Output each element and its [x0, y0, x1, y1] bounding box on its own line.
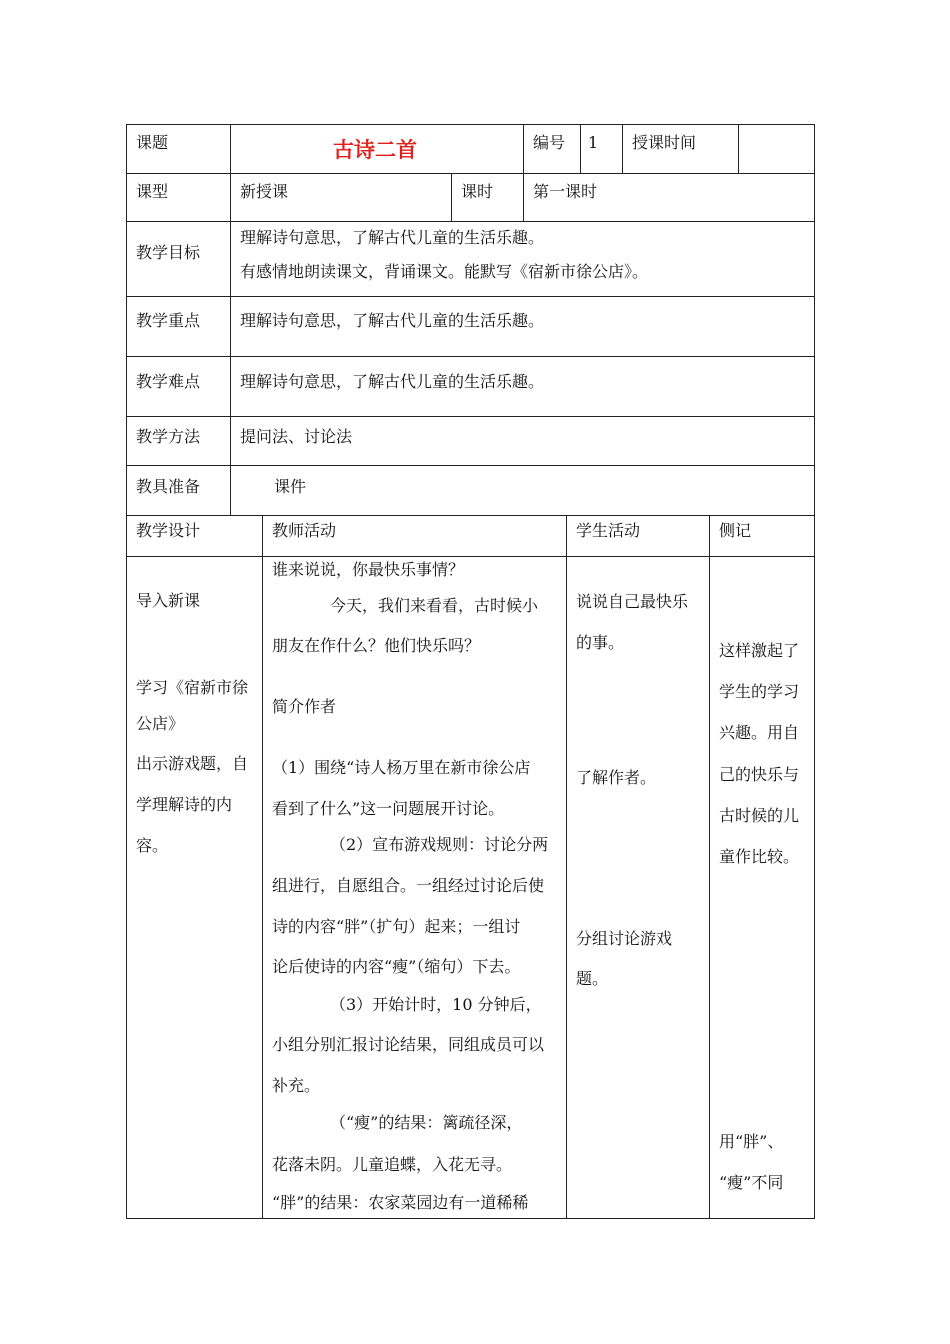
notes-header: 侧记 [719, 521, 752, 540]
goals-line: 理解诗句意思，了解古代儿童的生活乐趣。 [240, 228, 545, 247]
grid-line [451, 173, 452, 221]
grid-line [523, 124, 524, 221]
design-header: 教学设计 [136, 521, 201, 540]
grid-line [126, 515, 815, 516]
teacher-line: （“瘦”的结果：篱疏径深， [330, 1113, 523, 1132]
page-title: 古诗二首 [333, 137, 417, 162]
design-text: 学理解诗的内 [136, 795, 233, 814]
difficulty-label: 教学难点 [136, 372, 201, 391]
notes-line: 兴趣。用自 [719, 723, 800, 742]
grid-line [709, 515, 710, 1218]
number-label: 编号 [533, 133, 566, 152]
goals-line: 有感情地朗读课文，背诵课文。能默写《宿新市徐公店》。 [240, 262, 649, 281]
teacher-line: （1）围绕“诗人杨万里在新市徐公店 [272, 758, 531, 777]
lesson-type-value: 新授课 [240, 182, 289, 201]
notes-line: 这样激起了 [719, 641, 800, 660]
grid-line [580, 124, 581, 173]
teacher-line: 谁来说说，你最快乐事情？ [272, 560, 465, 579]
design-item: 容。 [136, 836, 169, 855]
teacher-header: 教师活动 [272, 521, 337, 540]
teacher-line: 朋友在作什么？他们快乐吗？ [272, 636, 481, 655]
number-value: 1 [588, 133, 599, 152]
lesson-type-label: 课型 [136, 182, 169, 201]
student-header: 学生活动 [576, 521, 641, 540]
notes-line: 童作比较。 [719, 847, 800, 866]
student-line: 的事。 [576, 633, 625, 652]
grid-line [566, 515, 567, 1218]
key-point-label: 教学重点 [136, 311, 201, 330]
grid-line [262, 515, 263, 1218]
teacher-line: 诗的内容“胖”（扩句）起来；一组讨 [272, 917, 521, 936]
teacher-line: 补充。 [272, 1076, 321, 1095]
materials-value: 课件 [274, 477, 307, 496]
grid-line [230, 124, 231, 515]
grid-line [622, 124, 623, 173]
method-value: 提问法、讨论法 [240, 427, 353, 446]
grid-line [126, 1218, 815, 1219]
time-label: 授课时间 [632, 133, 697, 152]
student-line: 说说自己最快乐 [576, 592, 689, 611]
grid-line [738, 124, 739, 173]
materials-label: 教具准备 [136, 477, 201, 496]
notes-line: 用“胖”、 [719, 1132, 784, 1151]
student-line: 了解作者。 [576, 768, 657, 787]
teacher-line: 小组分别汇报讨论结果，同组成员可以 [272, 1035, 545, 1054]
teacher-line: 今天，我们来看看，古时候小 [330, 596, 539, 615]
period-label: 课时 [461, 182, 494, 201]
teacher-line: 论后使诗的内容“瘦”（缩句）下去。 [272, 957, 521, 976]
design-item: 导入新课 [136, 591, 201, 610]
key-point-value: 理解诗句意思，了解古代儿童的生活乐趣。 [240, 311, 545, 330]
notes-line: 古时候的儿 [719, 806, 800, 825]
teacher-line: （2）宣布游戏规则：讨论分两 [330, 835, 549, 854]
grid-line [814, 124, 815, 1219]
teacher-line: 简介作者 [272, 697, 337, 716]
goals-label: 教学目标 [136, 243, 201, 262]
teacher-line: 花落未阴。儿童追蝶，入花无寻。 [272, 1155, 513, 1174]
design-item: 出示游戏题，自 [136, 754, 249, 773]
grid-line [126, 556, 815, 557]
notes-line: “瘦”不同 [719, 1173, 784, 1192]
teacher-line: 组进行，自愿组合。一组经过讨论后使 [272, 876, 545, 895]
design-item [136, 795, 252, 815]
student-line: 题。 [576, 969, 609, 988]
period-value: 第一课时 [533, 182, 598, 201]
design-item: 公店》 [136, 714, 185, 733]
method-label: 教学方法 [136, 427, 201, 446]
grid-line [126, 124, 127, 1219]
teacher-line: “胖”的结果：农家菜园边有一道稀稀 [272, 1193, 529, 1212]
subject-label: 课题 [136, 133, 169, 152]
teacher-line: （3）开始计时，10 分钟后， [330, 995, 542, 1014]
notes-line: 己的快乐与 [719, 765, 800, 784]
difficulty-value: 理解诗句意思，了解古代儿童的生活乐趣。 [240, 372, 545, 391]
design-item: 学习《宿新市徐 [136, 678, 249, 697]
notes-line: 学生的学习 [719, 682, 800, 701]
student-line: 分组讨论游戏 [576, 929, 673, 948]
teacher-line: 看到了什么”这一问题展开讨论。 [272, 799, 505, 818]
